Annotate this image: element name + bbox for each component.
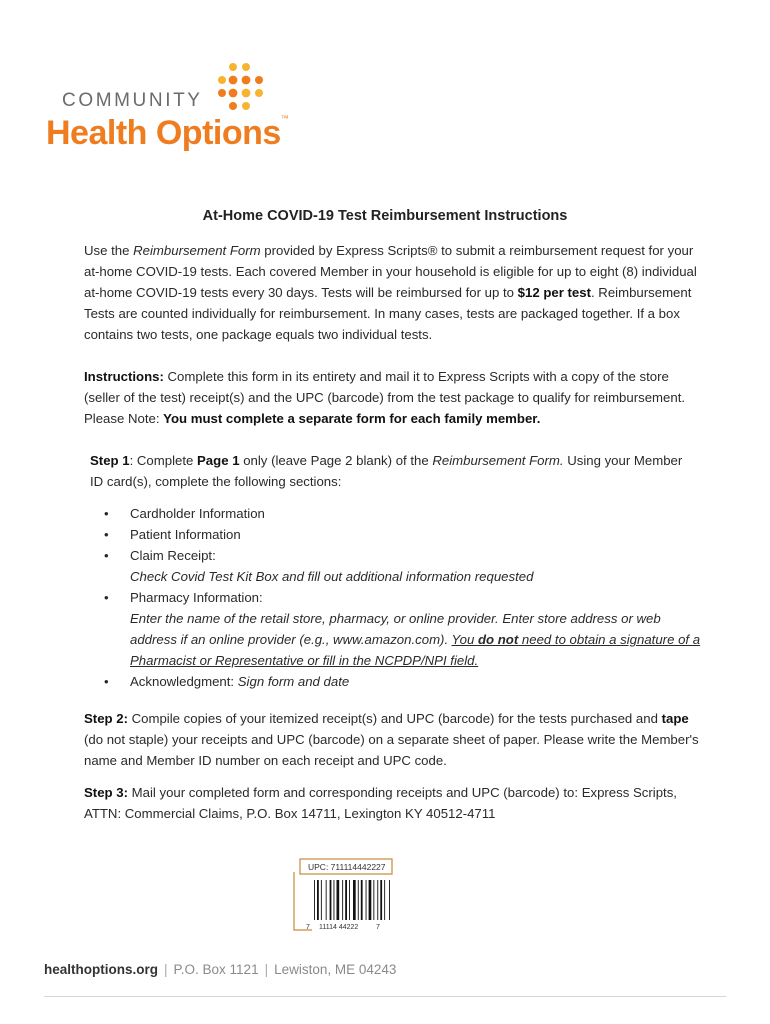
step-1-sections-list xyxy=(104,503,704,692)
logo-community-text: COMMUNITY xyxy=(62,90,203,111)
list-item: • Acknowledgment: Sign form and date xyxy=(104,674,350,689)
upc-barcode-image xyxy=(292,858,396,934)
barcode-bars xyxy=(314,880,390,920)
community-health-options-logo xyxy=(44,58,294,158)
instructions-paragraph: Instructions: Complete this form in its entirety and mail it to Express Scripts with a copy of the store (seller of the test) receipt(s) and the UPC (barcode) from the test package to qualify for reimbursement. Please Note: You must complete a separate form for each family member. xyxy=(84,369,686,426)
svg-text:7: 7 xyxy=(306,924,310,931)
footer: healthoptions.org | P.O. Box 1121 | Lewiston, ME 04243 xyxy=(44,962,397,977)
step-3-paragraph: Step 3: Mail your completed form and corresponding receipts and UPC (barcode) to: Express Scripts, ATTN: Commercial Claims, P.O. Box 14711, Lexington KY 40512-4711 xyxy=(84,785,677,821)
footer-divider xyxy=(44,996,726,997)
upc-label: UPC: 711114442227 xyxy=(308,862,386,872)
svg-text:11114 44222: 11114 44222 xyxy=(319,924,359,931)
footer-city: Lewiston, ME 04243 xyxy=(274,962,397,977)
step-1-paragraph: Step 1: Complete Page 1 only (leave Page 2 blank) of the Reimbursement Form. Using your Member ID card(s), complete the following sections: xyxy=(90,453,683,489)
list-item: • Pharmacy Information: Enter the name of the retail store, pharmacy, or online provider. Enter store address or web address if an online provider (e.g., www.amazon.com). You do not need to obtain a signature of a Pharmacist or Representative or fill in the NCPDP/NPI field. xyxy=(104,590,701,668)
page-title: At-Home COVID-19 Test Reimbursement Instructions xyxy=(202,208,568,224)
logo-health-options-text: Health Options™ xyxy=(46,114,289,152)
footer-po-box: P.O. Box 1121 xyxy=(173,962,259,977)
list-item: • Patient Information xyxy=(104,527,241,542)
intro-paragraph: Use the Reimbursement Form provided by Express Scripts® to submit a reimbursement request for your at-home COVID-19 tests. Each covered Member in your household is eligible for up to eight (8) individual at-home COVID-19 tests every 30 days. Tests will be reimbursed for up to $12 per test. Reimbursement Tests are counted individually for reimbursement. In many cases, tests are packaged together. If a box contains two tests, one package equals two individual tests. xyxy=(84,243,697,342)
list-item: • Cardholder Information xyxy=(104,506,265,521)
footer-website-link[interactable]: healthoptions.org xyxy=(44,962,158,977)
list-item: • Claim Receipt: Check Covid Test Kit Box and fill out additional information requested xyxy=(104,548,534,584)
logo-dots-icon xyxy=(217,62,273,110)
step-2-paragraph: Step 2: Compile copies of your itemized receipt(s) and UPC (barcode) for the tests purchased and tape (do not staple) your receipts and UPC (barcode) on a separate sheet of paper. Please write the Member's name and Member ID number on each receipt and UPC code. xyxy=(84,711,699,768)
svg-text:7: 7 xyxy=(376,924,380,931)
